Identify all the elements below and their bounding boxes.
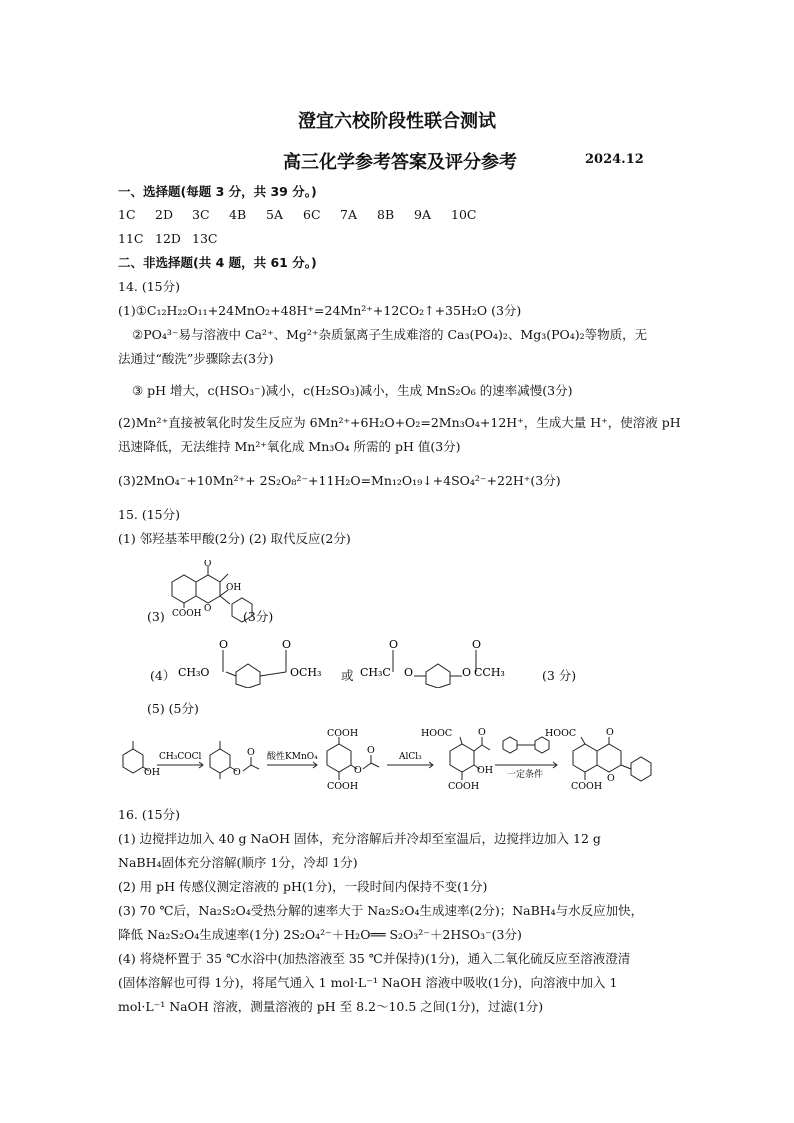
atom-label: COOH xyxy=(327,728,359,739)
mcq-answer: 2D xyxy=(155,207,173,222)
atom-label: OH xyxy=(477,765,494,776)
atom-label: O xyxy=(354,765,362,776)
section1-heading: 一、选择题(每题 3 分，共 39 分。) xyxy=(118,184,317,199)
reagent-label: 一定条件 xyxy=(507,770,544,780)
q15-part4-label: (4） xyxy=(150,668,176,683)
page-title: 澄宜六校阶段性联合测试 xyxy=(298,111,496,132)
q15-part4-or: 或 xyxy=(341,668,354,683)
atom-label: O xyxy=(606,727,614,738)
atom-label: OH xyxy=(144,767,161,778)
mcq-answer: 7A xyxy=(340,207,357,222)
q14-line-3: 法通过“酸洗”步骤除去(3分) xyxy=(118,351,274,366)
atom-label: O xyxy=(233,767,241,778)
q15-part4-structure-b xyxy=(360,638,540,688)
date-label: 2024.12 xyxy=(585,152,644,167)
atom-label: O xyxy=(404,666,414,679)
mcq-answer: 6C xyxy=(303,207,321,222)
q15-part4-score: (3 分) xyxy=(542,668,577,683)
mcq-answer: 4B xyxy=(229,207,247,222)
q14-line-2: ②PO₄³⁻易与溶液中 Ca²⁺、Mg²⁺杂质氯离子生成难溶的 Ca₃(PO₄)₂、Mg₃(PO₄)₂等物质，无 xyxy=(132,327,648,342)
mcq-answer: 5A xyxy=(266,207,283,222)
atom-label: O xyxy=(204,604,212,614)
atom-label: CH₃O xyxy=(178,666,210,679)
q15-part3-score: (3分) xyxy=(243,609,274,624)
atom-label: COOH xyxy=(448,781,480,792)
atom-label: CH₃C xyxy=(360,666,391,679)
atom-label: COOH xyxy=(327,781,359,792)
atom-label: COOH xyxy=(571,781,603,792)
q16-line-3: (2) 用 pH 传感仪测定溶液的 pH(1分)，一段时间内保持不变(1分) xyxy=(118,879,488,894)
reagent-label: AlCl₃ xyxy=(399,752,422,762)
q16-line-6: (4) 将烧杯置于 35 ℃水浴中(加热溶液至 35 ℃并保持)(1分)，通入二氧化硫反应至溶液澄清 xyxy=(118,951,631,966)
mcq-row-1 xyxy=(118,206,488,224)
mcq-answer: 1C xyxy=(118,207,136,222)
atom-label: CCH₃ xyxy=(474,666,505,679)
atom-label: OH xyxy=(226,583,242,593)
atom-label: O xyxy=(462,666,472,679)
q16-line-5: 降低 Na₂S₂O₄生成速率(1分) 2S₂O₄²⁻＋H₂O══ S₂O₃²⁻＋2HSO₃⁻(3分) xyxy=(118,927,522,942)
mcq-answer: 3C xyxy=(192,207,210,222)
q15-heading: 15. (15分) xyxy=(118,507,181,522)
mcq-answer: 12D xyxy=(155,231,181,246)
atom-label: O xyxy=(219,638,229,651)
atom-label: O xyxy=(472,638,482,651)
q15-part4-structure-a xyxy=(178,638,338,688)
q14-line-6: 迅速降低，无法维持 Mn²⁺氧化成 Mn₃O₄ 所需的 pH 值(3分) xyxy=(118,439,461,454)
q15-part3-label: (3) xyxy=(147,609,165,624)
mcq-answer: 13C xyxy=(192,231,218,246)
mcq-answer: 11C xyxy=(118,231,144,246)
page-subtitle: 高三化学参考答案及评分参考 xyxy=(283,152,517,173)
q16-heading: 16. (15分) xyxy=(118,807,181,822)
atom-label: O xyxy=(204,560,212,569)
atom-label: HOOC xyxy=(421,728,453,739)
atom-label: OCH₃ xyxy=(290,666,322,679)
atom-label: HOOC xyxy=(545,728,577,739)
section2-heading: 二、非选择题(共 4 题，共 61 分。) xyxy=(118,255,317,270)
mcq-answer: 9A xyxy=(414,207,431,222)
q14-line-1: (1)①C₁₂H₂₂O₁₁+24MnO₂+48H⁺=24Mn²⁺+12CO₂↑+35H₂O (3分) xyxy=(118,303,522,318)
mcq-answer: 10C xyxy=(451,207,477,222)
atom-label: O xyxy=(607,773,615,784)
q16-line-1: (1) 边搅拌边加入 40 g NaOH 固体，充分溶解后并冷却至室温后，边搅拌边加入 12 g xyxy=(118,831,601,846)
q14-line-4: ③ pH 增大，c(HSO₃⁻)减小，c(H₂SO₃)减小，生成 MnS₂O₆ 的速率减慢(3分) xyxy=(132,383,573,398)
q16-line-7: (固体溶解也可得 1分)，将尾气通入 1 mol·L⁻¹ NaOH 溶液中吸收(1分)，向溶液中加入 1 xyxy=(118,975,618,990)
q15-line-1: (1) 邻羟基苯甲酸(2分) (2) 取代反应(2分) xyxy=(118,531,351,546)
atom-label: COOH xyxy=(172,609,202,619)
q15-part5-label: (5) (5分) xyxy=(147,701,199,716)
q15-synthesis-route xyxy=(115,725,715,810)
atom-label: O xyxy=(367,745,375,756)
q14-line-7: (3)2MnO₄⁻+10Mn²⁺+ 2S₂O₈²⁻+11H₂O=Mn₁₂O₁₉↓+4SO₄²⁻+22H⁺(3分) xyxy=(118,473,561,488)
reagent-label: 酸性KMnO₄ xyxy=(267,752,318,762)
mcq-answer: 8B xyxy=(377,207,395,222)
atom-label: O xyxy=(247,747,255,758)
atom-label: O xyxy=(478,727,486,738)
mcq-row-2 xyxy=(118,230,229,248)
atom-label: O xyxy=(282,638,292,651)
q16-line-2: NaBH₄固体充分溶解(顺序 1分，冷却 1分) xyxy=(118,855,358,870)
q14-line-5: (2)Mn²⁺直接被氧化时发生反应为 6Mn²⁺+6H₂O+O₂=2Mn₃O₄+12H⁺，生成大量 H⁺，使溶液 pH xyxy=(118,415,681,430)
atom-label: O xyxy=(389,638,399,651)
q16-line-8: mol·L⁻¹ NaOH 溶液，测量溶液的 pH 至 8.2～10.5 之间(1分)，过滤(1分) xyxy=(118,999,544,1014)
q16-line-4: (3) 70 ℃后，Na₂S₂O₄受热分解的速率大于 Na₂S₂O₄生成速率(2分)；NaBH₄与水反应加快， xyxy=(118,903,644,918)
q14-heading: 14. (15分) xyxy=(118,279,181,294)
reagent-label: CH₃COCl xyxy=(159,752,202,762)
